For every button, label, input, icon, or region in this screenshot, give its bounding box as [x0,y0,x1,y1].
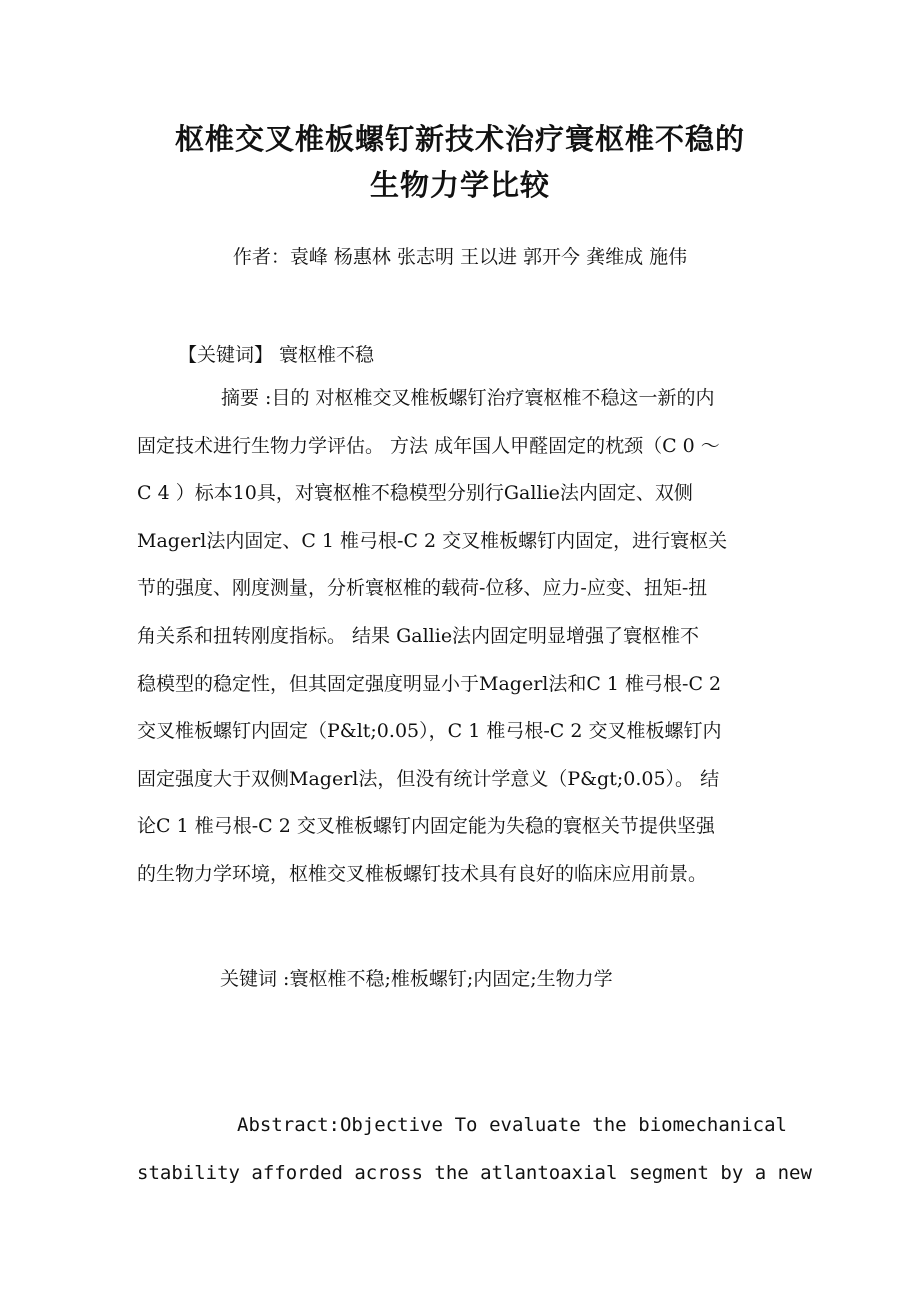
abstract-line: 固定技术进行生物力学评估。 方法 成年国人甲醛固定的枕颈（C 0 ～ [137,434,720,457]
english-abstract-line: Abstract:Objective To evaluate the biomechanical [237,1114,787,1136]
english-abstract-line: stability afforded across the atlantoaxial segment by a new [137,1162,812,1184]
english-abstract [137,1108,812,1204]
document-title-line-1: 枢椎交叉椎板螺钉新技术治疗寰枢椎不稳的 [174,122,745,156]
abstract-line: Magerl法内固定、C 1 椎弓根-C 2 交叉椎板螺钉内固定，进行寰枢关 [137,529,728,552]
abstract-line: 交叉椎板螺钉内固定（P&lt;0.05），C 1 椎弓根-C 2 交叉椎板螺钉内 [137,720,722,743]
abstract-line: 节的强度、刚度测量，分析寰枢椎的载荷-位移、应力-应变、扭矩-扭 [137,577,708,600]
document-title-line-2: 生物力学比较 [369,168,550,202]
chinese-abstract [137,381,797,905]
keywords-line: 关键词 :寰枢椎不稳;椎板螺钉;内固定;生物力学 [220,968,613,990]
author-line: 作者：袁峰 杨惠林 张志明 王以进 郭开今 龚维成 施伟 [232,246,688,268]
abstract-line: 角关系和扭转刚度指标。 结果 Gallie法内固定明显增强了寰枢椎不 [137,624,700,647]
abstract-line: C 4 ）标本10具，对寰枢椎不稳模型分别行Gallie法内固定、双侧 [137,482,693,505]
abstract-line: 论C 1 椎弓根-C 2 交叉椎板螺钉内固定能为失稳的寰枢关节提供坚强 [137,815,715,838]
abstract-line: 固定强度大于双侧Magerl法，但没有统计学意义（P&gt;0.05）。 结 [137,767,720,790]
abstract-line: 摘要 :目的 对枢椎交叉椎板螺钉治疗寰枢椎不稳这一新的内 [221,387,715,409]
keyword-heading: 【关键词】 寰枢椎不稳 [178,344,375,366]
abstract-line: 稳模型的稳定性，但其固定强度明显小于Magerl法和C 1 椎弓根-C 2 [137,672,722,695]
abstract-line: 的生物力学环境，枢椎交叉椎板螺钉技术具有良好的临床应用前景。 [137,862,708,885]
